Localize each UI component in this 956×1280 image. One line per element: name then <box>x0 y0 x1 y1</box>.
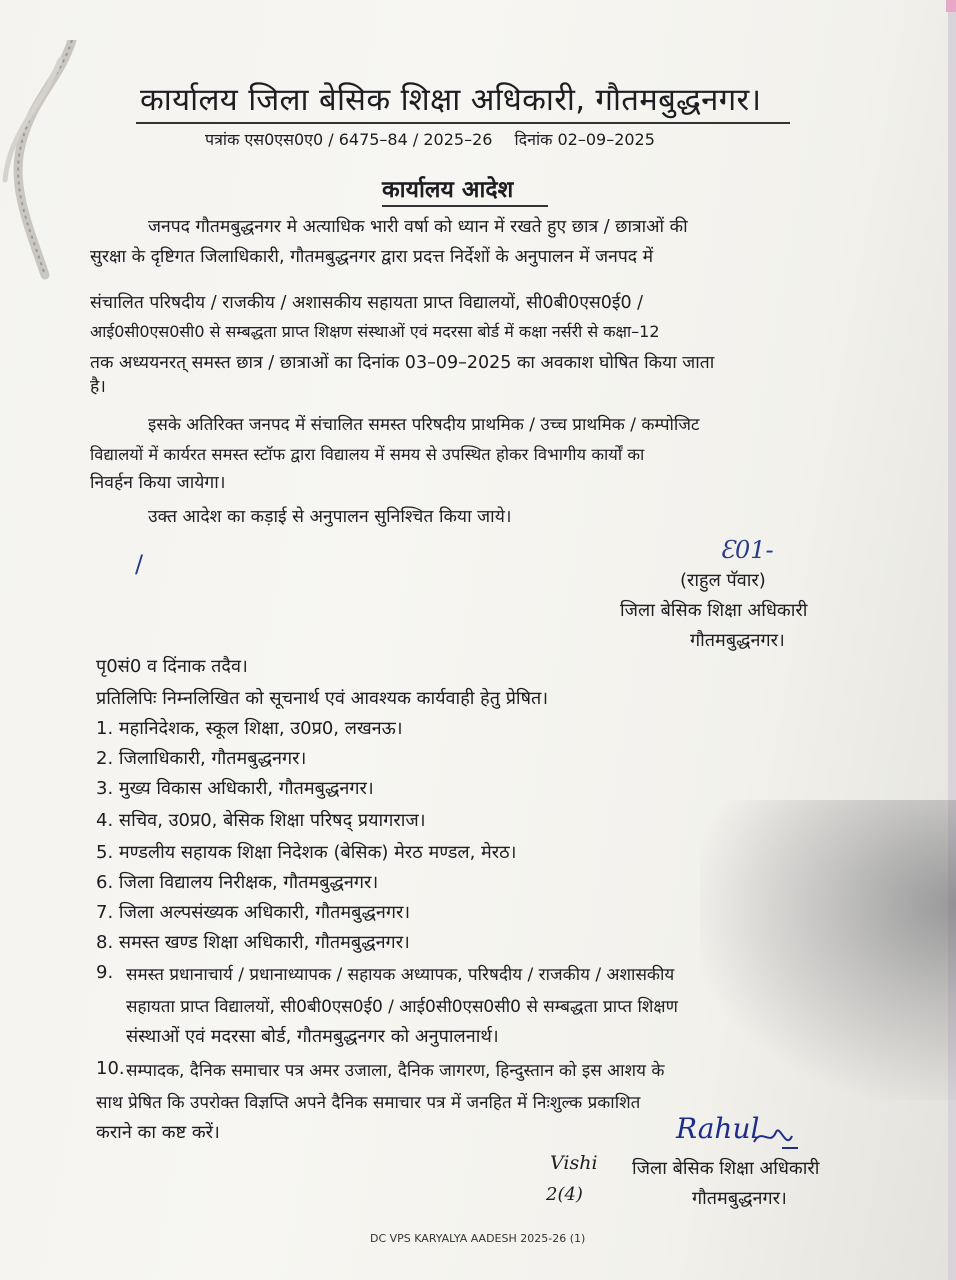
list-item-line: सहायता प्राप्त विद्यालयों, सी0बी0एस0ई0 / आई0सी0एस0सी0 से सम्बद्धता प्राप्त शिक्षण <box>126 997 678 1017</box>
list-item: 4. सचिव, उ0प्र0, बेसिक शिक्षा परिषद् प्रयागराज। <box>96 810 426 831</box>
officer-name: (राहुल पॅवार) <box>680 570 766 591</box>
list-item: 7. जिला अल्पसंख्यक अधिकारी, गौतमबुद्धनगर। <box>96 902 411 923</box>
paragraph-line: निवर्हन किया जायेगा। <box>90 473 226 493</box>
list-item: 2. जिलाधिकारी, गौतमबुद्धनगर। <box>96 748 307 769</box>
officer-place: गौतमबुद्धनगर। <box>690 630 785 651</box>
copy-intro: प्रतिलिपिः निम्नलिखित को सूचनार्थ एवं आवश्यक कार्यवाही हेतु प्रेषित। <box>96 688 549 709</box>
paragraph-line: जनपद गौतमबुद्धनगर मे अत्याधिक भारी वर्षा को ध्यान में रखते हुए छात्र / छात्राओं की <box>148 217 688 237</box>
order-title-underline <box>382 205 548 207</box>
order-title: कार्यालय आदेश <box>382 177 514 203</box>
handwritten-mark: Ɛ01- <box>720 536 774 564</box>
reference-number: पत्रांक एस0एस0ए0 / 6475–84 / 2025–26 <box>205 130 493 149</box>
officer-designation-2: जिला बेसिक शिक्षा अधिकारी <box>632 1158 820 1179</box>
header-underline <box>136 122 790 124</box>
endorsement-line: पृ0सं0 व दिंनाक तदैव। <box>96 656 248 677</box>
list-item-line: समस्त प्रधानाचार्य / प्रधानाध्यापक / सहायक अध्यापक, परिषदीय / राजकीय / अशासकीय <box>126 965 675 985</box>
footer-label: DC VPS KARYALYA AADESH 2025-26 (1) <box>370 1232 586 1245</box>
page-edge <box>948 0 956 1280</box>
paragraph-3: उक्त आदेश का कड़ाई से अनुपालन सुनिश्चित किया जाये। <box>148 507 512 527</box>
list-item: 6. जिला विद्यालय निरीक्षक, गौतमबुद्धनगर। <box>96 872 379 893</box>
paragraph-line: तक अध्ययनरत् समस्त छात्र / छात्राओं का दिनांक 03–09–2025 का अवकाश घोषित किया जाता <box>90 353 715 373</box>
page-edge-tab <box>946 0 956 12</box>
binding-thread <box>0 40 90 280</box>
list-item-line: साथ प्रेषित कि उपरोक्त विज्ञप्ति अपने दैनिक समाचार पत्र में जनहित में निःशुल्क प्रकाशित <box>96 1093 641 1113</box>
list-item: 5. मण्डलीय सहायक शिक्षा निदेशक (बेसिक) मेरठ मण्डल, मेरठ। <box>96 842 517 863</box>
pen-tick-mark: / <box>135 550 144 578</box>
list-item-line: सम्पादक, दैनिक समाचार पत्र अमर उजाला, दैनिक जागरण, हिन्दुस्तान को इस आशय के <box>126 1061 665 1081</box>
list-item: 3. मुख्य विकास अधिकारी, गौतमबुद्धनगर। <box>96 778 374 799</box>
paragraph-line: विद्यालयों में कार्यरत समस्त स्टॉफ द्वारा विद्यालय में समय से उपस्थित होकर विभागीय कार्यों का <box>90 445 645 464</box>
initials-signature: Vishi <box>550 1152 598 1174</box>
signature-flourish <box>752 1122 802 1152</box>
reference-line <box>205 128 655 150</box>
handwritten-signature: Rahul <box>676 1112 760 1145</box>
list-item-line: कराने का कष्ट करें। <box>96 1122 220 1143</box>
list-item-number: 9. <box>96 962 114 983</box>
paragraph-line: इसके अतिरिक्त जनपद में संचालित समस्त परिषदीय प्राथमिक / उच्च प्राथमिक / कम्पोजिट <box>148 415 700 435</box>
initials-note: 2(4) <box>546 1184 583 1205</box>
office-title: कार्यालय जिला बेसिक शिक्षा अधिकारी, गौतमबुद्धनगर। <box>140 82 762 118</box>
paragraph-line: संचालित परिषदीय / राजकीय / अशासकीय सहायता प्राप्त विद्यालयों, सी0बी0एस0ई0 / <box>90 293 644 313</box>
paragraph-line: सुरक्षा के दृष्टिगत जिलाधिकारी, गौतमबुद्धनगर द्वारा प्रदत्त निर्देशों के अनुपालन में जनपद में <box>90 247 654 267</box>
list-item: 1. महानिदेशक, स्कूल शिक्षा, उ0प्र0, लखनऊ। <box>96 718 403 739</box>
officer-designation: जिला बेसिक शिक्षा अधिकारी <box>620 600 808 621</box>
list-item-number: 10. <box>96 1058 125 1079</box>
paragraph-line: आई0सी0एस0सी0 से सम्बद्धता प्राप्त शिक्षण संस्थाओं एवं मदरसा बोर्ड में कक्षा नर्सरी से कक्षा–12 <box>90 322 660 341</box>
list-item: 8. समस्त खण्ड शिक्षा अधिकारी, गौतमबुद्धनगर। <box>96 932 410 953</box>
list-item-line: संस्थाओं एवं मदरसा बोर्ड, गौतमबुद्धनगर को अनुपालनार्थ। <box>126 1026 499 1047</box>
officer-place-2: गौतमबुद्धनगर। <box>692 1188 787 1209</box>
issue-date: दिनांक 02–09–2025 <box>514 130 655 149</box>
paragraph-line: है। <box>90 377 106 397</box>
